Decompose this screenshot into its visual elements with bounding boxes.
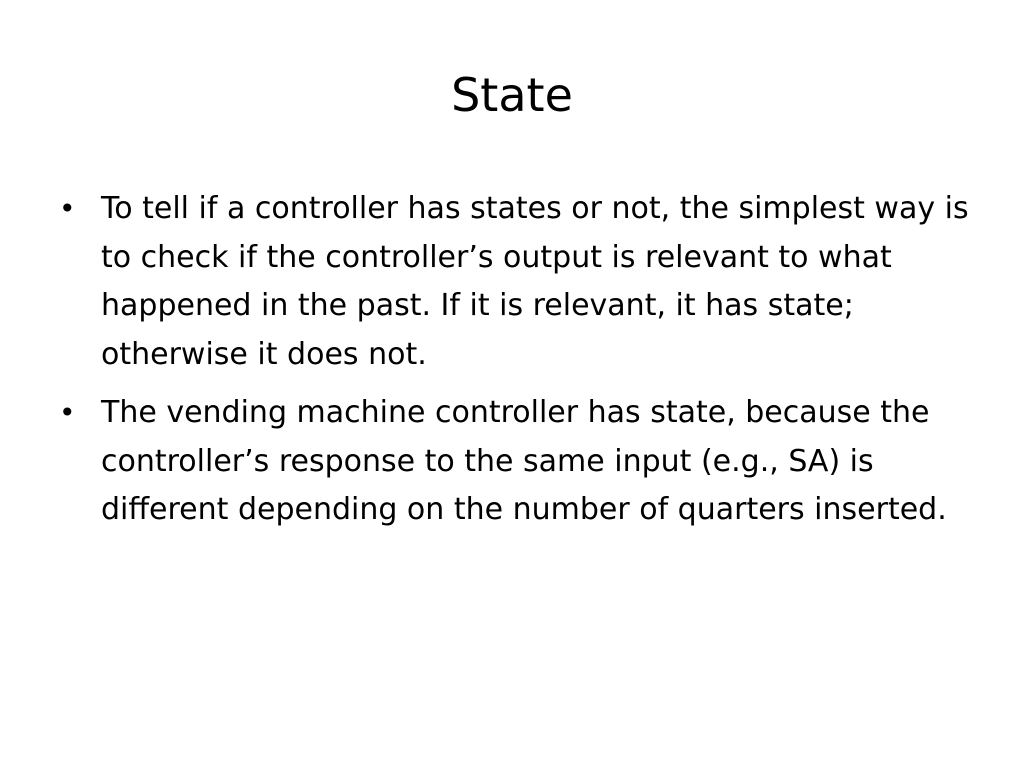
bullet-list xyxy=(59,185,969,545)
bullet-dot-icon: • xyxy=(59,396,76,429)
slide-title: State xyxy=(451,68,573,122)
bullet-item xyxy=(59,389,969,535)
bullet-dot-icon: • xyxy=(59,192,76,225)
bullet-text: To tell if a controller has states or not, the simplest way is to check if the controller’s output is relevant to what happened in the past. If it is relevant, it has state; otherwise it does not. xyxy=(101,191,969,372)
bullet-item xyxy=(59,185,969,379)
bullet-text: The vending machine controller has state, because the controller’s response to the same input (e.g., SA) is different depending on the number of quarters inserted. xyxy=(101,395,947,527)
